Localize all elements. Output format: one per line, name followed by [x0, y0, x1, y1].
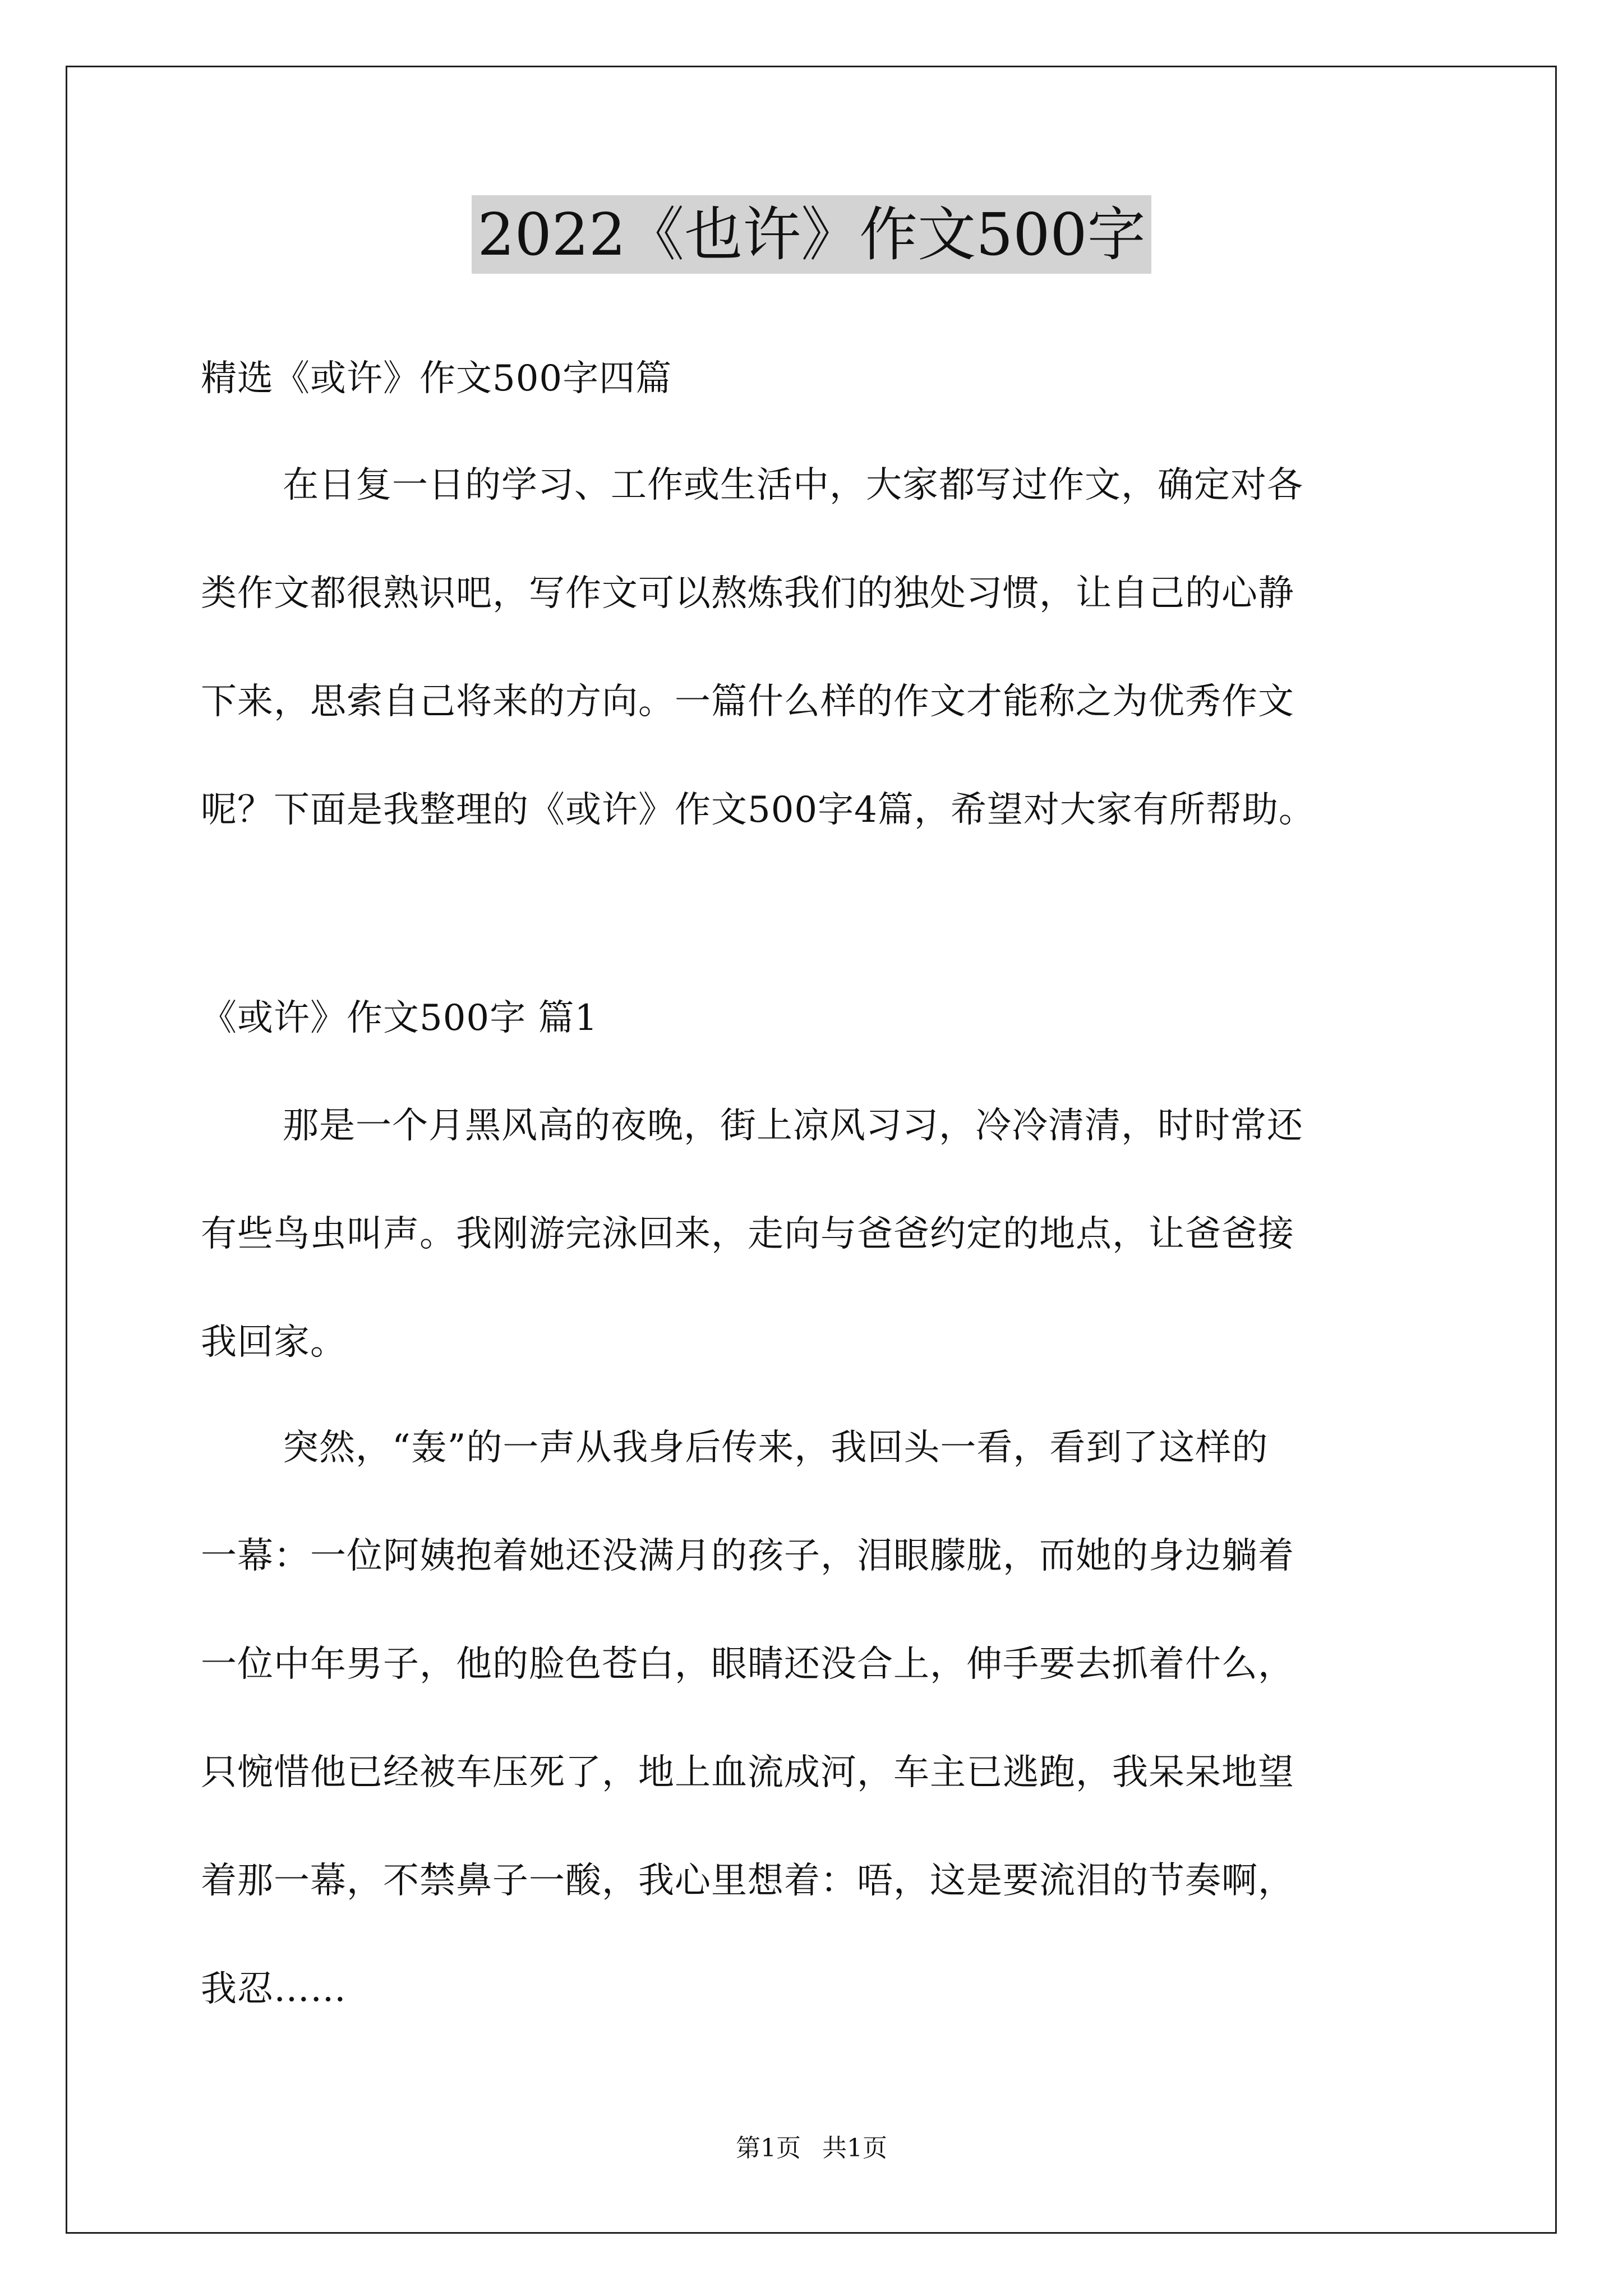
paragraph-line: 我忍…… — [201, 1968, 347, 2010]
paragraph-line: 那是一个月黑风高的夜晚，街上凉风习习，冷冷清清，时时常还 — [283, 1105, 1303, 1147]
intro-line: 类作文都很熟识吧，写作文可以熬炼我们的独处习惯，让自己的心静 — [201, 573, 1294, 614]
page-footer — [0, 2132, 1623, 2165]
title-container — [0, 195, 1623, 274]
paragraph-line: 突然，“轰”的一声从我身后传来，我回头一看，看到了这样的 — [283, 1427, 1269, 1469]
intro-line: 在日复一日的学习、工作或生活中，大家都写过作文，确定对各 — [283, 464, 1303, 506]
paragraph-line: 只惋惜他已经被车压死了，地上血流成河，车主已逃跑，我呆呆地望 — [201, 1752, 1294, 1793]
document-subtitle: 精选《或许》作文500字四篇 — [201, 358, 672, 399]
page-current: 第1页 — [736, 2134, 801, 2162]
page-total: 共1页 — [822, 2134, 887, 2162]
paragraph-line: 有些鸟虫叫声。我刚游完泳回来，走向与爸爸约定的地点，让爸爸接 — [201, 1213, 1294, 1255]
document-title: 2022《也许》作文500字 — [472, 195, 1151, 274]
paragraph-line: 我回家。 — [201, 1322, 347, 1363]
intro-line: 下来，思索自己将来的方向。一篇什么样的作文才能称之为优秀作文 — [201, 681, 1294, 723]
intro-line: 呢？下面是我整理的《或许》作文500字4篇，希望对大家有所帮助。 — [201, 789, 1315, 831]
paragraph-line: 一位中年男子，他的脸色苍白，眼睛还没合上，伸手要去抓着什么， — [201, 1644, 1294, 1685]
paragraph-line: 着那一幕，不禁鼻子一酸，我心里想着：唔，这是要流泪的节奏啊， — [201, 1860, 1294, 1902]
section-heading: 《或许》作文500字 篇1 — [201, 997, 598, 1039]
paragraph-line: 一幕：一位阿姨抱着她还没满月的孩子，泪眼朦胧，而她的身边躺着 — [201, 1535, 1294, 1577]
